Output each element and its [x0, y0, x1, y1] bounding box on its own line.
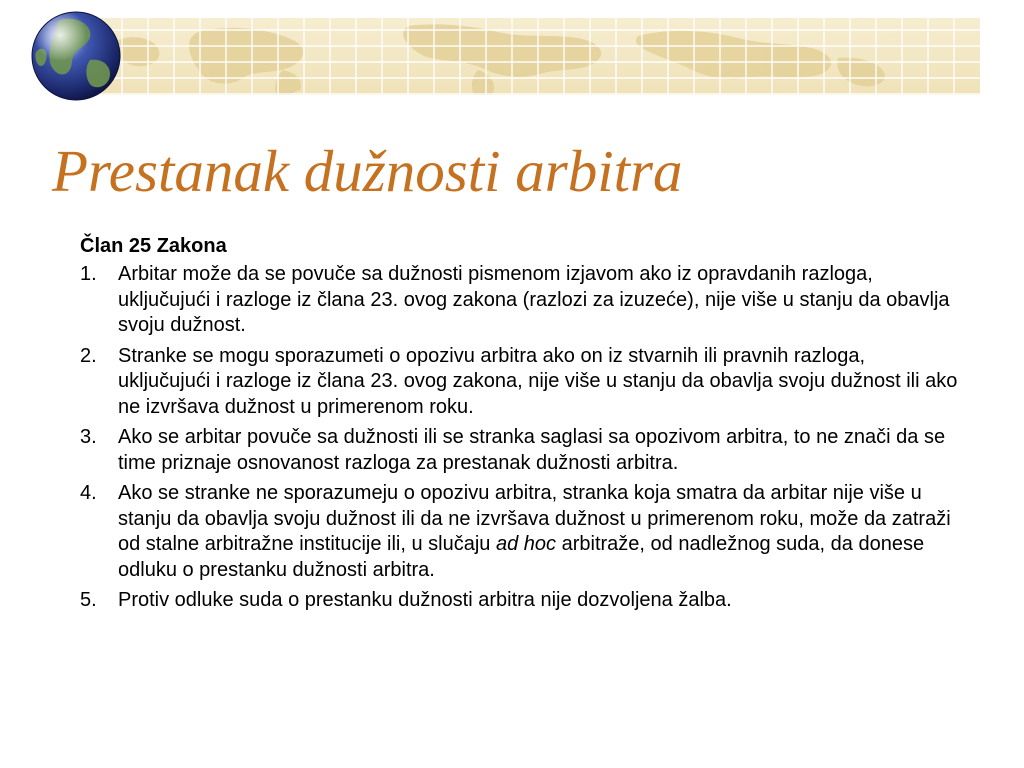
- list-item-number: 3.: [80, 426, 97, 448]
- list-item-text-before: Ako se stranke ne sporazumeju o opozivu arbitra, stranka koja smatra da arbitar nije više u stanju da obavlja svoju dužnost ili da ne izvršava dužnost u primerenom roku, može da zatraži od stalne arbitražne institucije ili, u slučaju: [118, 482, 951, 555]
- numbered-list: [80, 262, 960, 614]
- list-item-text: Stranke se mogu sporazumeti o opozivu arbitra ako on iz stvarnih ili pravnih razloga, uključujući i razloge iz člana 23. ovog zakona, nije više u stanju da obavlja svoju dužnost ili ako ne izvršava dužnost u primerenom roku.: [118, 344, 958, 418]
- list-item: [80, 344, 960, 421]
- list-item: [80, 481, 960, 583]
- globe-icon: [30, 10, 122, 102]
- list-item: [80, 425, 960, 476]
- list-item-text-after: arbitraže, od nadležnog suda, da donese odluku o prestanku dužnosti arbitra.: [118, 533, 925, 581]
- world-map-banner: [78, 18, 980, 95]
- slide-content: [80, 232, 960, 619]
- list-item-text: Arbitar može da se povuče sa dužnosti pismenom izjavom ako iz opravdanih razloga, uključujući i razloge iz člana 23. ovog zakona (razlozi za izuzeće), nije više u stanju da obavlja svoju dužnost.: [118, 263, 950, 336]
- section-heading: Član 25 Zakona: [80, 235, 227, 257]
- list-item-text: Protiv odluke suda o prestanku dužnosti arbitra nije dozvoljena žalba.: [118, 589, 732, 611]
- list-item-text: [118, 482, 951, 581]
- list-item-text: Ako se arbitar povuče sa dužnosti ili se stranka saglasi sa opozivom arbitra, to ne znači da se time priznaje osnovanost razloga za prestanak dužnosti arbitra.: [118, 426, 946, 474]
- list-item-number: 1.: [80, 263, 97, 285]
- slide-title: Prestanak dužnosti arbitra: [52, 138, 683, 204]
- world-map-graphic: [78, 18, 980, 95]
- list-item: [80, 588, 960, 614]
- list-item-number: 4.: [80, 482, 97, 504]
- list-item-number: 5.: [80, 589, 97, 611]
- ad-hoc-emphasis: ad hoc: [495, 533, 557, 555]
- list-item: [80, 262, 960, 339]
- list-item-number: 2.: [80, 344, 97, 367]
